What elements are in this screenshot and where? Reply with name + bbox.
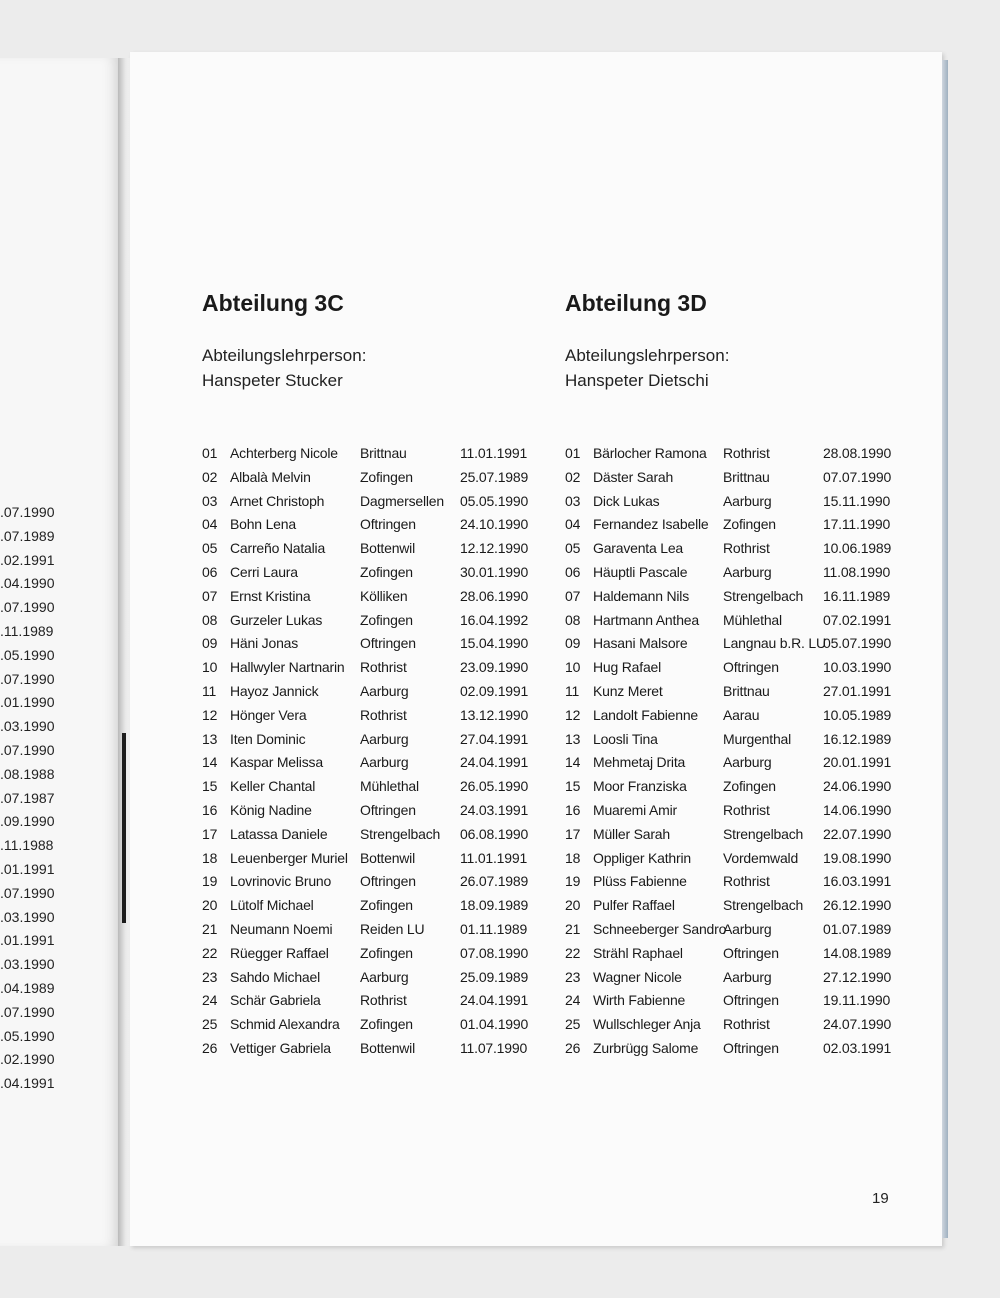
student-row — [202, 561, 532, 585]
student-name: Dick Lukas — [593, 492, 660, 509]
student-birthdate: 02.03.1991 — [823, 1040, 892, 1056]
student-birthdate: 15.04.1990 — [460, 635, 529, 652]
student-name: Schmid Alexandra — [230, 1016, 340, 1033]
student-name: Arnet Christoph — [230, 492, 325, 509]
student-town: Kölliken — [360, 587, 408, 604]
student-number: 14 — [202, 754, 218, 771]
left-page-dates — [0, 501, 55, 1096]
student-town: Bottenwil — [360, 849, 416, 866]
left-page-date: .02.1990 — [0, 1051, 55, 1068]
student-number: 25 — [202, 1016, 218, 1033]
student-town: Rothrist — [723, 802, 770, 818]
student-birthdate: 25.09.1989 — [460, 968, 529, 985]
student-birthdate: 26.05.1990 — [460, 778, 529, 795]
student-town: Aarburg — [723, 921, 772, 937]
student-name: Bärlocher Ramona — [593, 445, 707, 461]
student-name: Wagner Nicole — [593, 968, 682, 985]
student-town: Reiden LU — [360, 921, 425, 937]
student-number: 18 — [202, 849, 218, 866]
student-name: Oppliger Kathrin — [593, 849, 691, 866]
student-town: Aarau — [723, 706, 760, 723]
student-number: 06 — [565, 564, 581, 580]
student-row — [202, 966, 532, 990]
left-page-date: .07.1990 — [0, 670, 55, 687]
student-row — [565, 656, 895, 680]
student-birthdate: 26.12.1990 — [823, 897, 892, 914]
student-name: Loosli Tina — [593, 730, 658, 747]
student-town: Murgenthal — [723, 730, 792, 747]
student-number: 24 — [202, 992, 218, 1009]
student-town: Zofingen — [723, 516, 776, 533]
student-town: Oftringen — [723, 992, 779, 1009]
student-birthdate: 10.03.1990 — [823, 659, 892, 676]
student-town: Aarburg — [723, 968, 772, 985]
student-name: Kaspar Melissa — [230, 754, 323, 771]
student-name: Vettiger Gabriela — [230, 1040, 331, 1056]
student-town: Rothrist — [723, 540, 770, 557]
student-birthdate: 28.06.1990 — [460, 587, 529, 604]
student-name: Hayoz Jannick — [230, 683, 319, 699]
student-birthdate: 11.01.1991 — [460, 445, 528, 461]
student-number: 12 — [202, 706, 218, 723]
student-row — [565, 537, 895, 561]
student-name: Cerri Laura — [230, 564, 298, 580]
student-number: 23 — [565, 968, 581, 985]
student-row — [202, 918, 532, 942]
student-town: Oftringen — [723, 1040, 779, 1056]
left-page-date: .03.1990 — [0, 718, 55, 735]
student-town: Oftringen — [360, 802, 416, 818]
student-name: Plüss Fabienne — [593, 873, 687, 890]
student-town: Rothrist — [723, 873, 770, 890]
student-row — [565, 870, 895, 894]
student-town: Rothrist — [723, 445, 770, 461]
student-number: 18 — [565, 849, 581, 866]
student-number: 15 — [202, 778, 218, 795]
student-name: Achterberg Nicole — [230, 445, 338, 461]
student-birthdate: 10.06.1989 — [823, 540, 892, 557]
student-birthdate: 11.07.1990 — [460, 1040, 528, 1056]
left-page-date: .11.1989 — [0, 622, 54, 639]
student-name: Haldemann Nils — [593, 587, 690, 604]
student-town: Zofingen — [723, 778, 776, 795]
student-name: Hartmann Anthea — [593, 611, 699, 628]
left-page-date: .07.1990 — [0, 741, 55, 758]
left-page-date: .05.1990 — [0, 646, 55, 663]
student-row — [565, 894, 895, 918]
student-row — [202, 680, 532, 704]
student-number: 11 — [565, 683, 580, 699]
student-birthdate: 27.04.1991 — [460, 730, 529, 747]
student-birthdate: 16.11.1989 — [823, 587, 891, 604]
student-town: Oftringen — [723, 659, 779, 676]
left-page-date: .04.1991 — [0, 1075, 55, 1092]
student-name: Carreño Natalia — [230, 540, 326, 557]
student-number: 12 — [565, 706, 581, 723]
student-town: Strengelbach — [723, 587, 804, 604]
student-birthdate: 07.02.1991 — [823, 611, 892, 628]
student-name: Mehmetaj Drita — [593, 754, 686, 771]
teacher-name: Hanspeter Dietschi — [565, 371, 709, 390]
student-number: 04 — [565, 516, 581, 533]
student-number: 26 — [202, 1040, 218, 1056]
left-page-date: .01.1991 — [0, 932, 55, 949]
student-birthdate: 24.03.1991 — [460, 802, 529, 818]
left-page-date: .01.1990 — [0, 694, 55, 711]
student-birthdate: 05.07.1990 — [823, 635, 892, 652]
student-town: Brittnau — [360, 445, 407, 461]
student-name: Strähl Raphael — [593, 944, 683, 961]
student-birthdate: 14.06.1990 — [823, 802, 892, 818]
student-number: 07 — [202, 587, 218, 604]
left-page-date: .07.1990 — [0, 1003, 55, 1020]
student-name: Muaremi Amir — [593, 802, 677, 818]
student-birthdate: 05.05.1990 — [460, 492, 529, 509]
student-row — [565, 966, 895, 990]
student-birthdate: 12.12.1990 — [460, 540, 529, 557]
student-number: 08 — [565, 611, 581, 628]
student-birthdate: 13.12.1990 — [460, 706, 529, 723]
student-number: 15 — [565, 778, 581, 795]
student-row — [202, 775, 532, 799]
student-number: 09 — [565, 635, 581, 652]
student-row — [565, 490, 895, 514]
student-number: 05 — [202, 540, 218, 557]
student-row — [565, 847, 895, 871]
student-name: Hug Rafael — [593, 659, 662, 676]
student-town: Aarburg — [723, 564, 772, 580]
student-name: Garaventa Lea — [593, 540, 684, 557]
student-name: Rüegger Raffael — [230, 944, 329, 961]
student-number: 05 — [565, 540, 581, 557]
student-number: 19 — [202, 873, 218, 890]
left-page-date: .03.1990 — [0, 956, 55, 973]
student-row — [202, 1037, 532, 1061]
student-row — [565, 632, 895, 656]
left-page-date: .11.1988 — [0, 837, 54, 854]
student-birthdate: 07.08.1990 — [460, 944, 529, 961]
student-name: Latassa Daniele — [230, 825, 328, 842]
student-birthdate: 16.04.1992 — [460, 611, 529, 628]
student-number: 19 — [565, 873, 581, 890]
student-birthdate: 18.09.1989 — [460, 897, 529, 914]
student-name: Hasani Malsore — [593, 635, 688, 652]
student-birthdate: 22.07.1990 — [823, 825, 892, 842]
student-name: Neumann Noemi — [230, 921, 333, 937]
student-number: 25 — [565, 1016, 581, 1033]
student-row — [565, 823, 895, 847]
teacher-label: Abteilungslehrperson: — [202, 346, 367, 365]
student-name: Hönger Vera — [230, 706, 307, 723]
student-birthdate: 16.12.1989 — [823, 730, 892, 747]
student-town: Bottenwil — [360, 1040, 416, 1056]
student-row — [202, 585, 532, 609]
student-birthdate: 20.01.1991 — [823, 754, 892, 771]
teacher-label: Abteilungslehrperson: — [565, 346, 730, 365]
student-number: 22 — [202, 944, 218, 961]
student-number: 10 — [202, 659, 218, 676]
student-name: Sahdo Michael — [230, 968, 321, 985]
student-birthdate: 27.01.1991 — [823, 683, 892, 699]
student-row — [202, 609, 532, 633]
student-row — [202, 870, 532, 894]
student-town: Mühlethal — [723, 611, 782, 628]
student-name: Iten Dominic — [230, 730, 306, 747]
student-name: Pulfer Raffael — [593, 897, 675, 914]
student-number: 20 — [202, 897, 218, 914]
student-row — [202, 894, 532, 918]
student-town: Vordemwald — [723, 849, 799, 866]
student-number: 01 — [565, 445, 581, 461]
student-number: 16 — [565, 802, 581, 818]
student-town: Aarburg — [360, 968, 409, 985]
left-page-date: .03.1990 — [0, 908, 55, 925]
student-birthdate: 24.04.1991 — [460, 754, 529, 771]
student-birthdate: 17.11.1990 — [823, 516, 891, 533]
left-page-date: .01.1991 — [0, 860, 55, 877]
student-town: Rothrist — [723, 1016, 770, 1033]
left-page-date: .07.1990 — [0, 884, 55, 901]
student-birthdate: 23.09.1990 — [460, 659, 529, 676]
student-town: Strengelbach — [360, 825, 441, 842]
student-row — [565, 989, 895, 1013]
student-row — [565, 704, 895, 728]
student-row — [202, 942, 532, 966]
student-row — [202, 704, 532, 728]
student-town: Rothrist — [360, 706, 407, 723]
left-page-date: .07.1987 — [0, 789, 55, 806]
student-town: Brittnau — [723, 683, 770, 699]
student-town: Aarburg — [360, 730, 409, 747]
student-birthdate: 11.01.1991 — [460, 849, 528, 866]
student-town: Strengelbach — [723, 897, 804, 914]
student-birthdate: 07.07.1990 — [823, 468, 892, 485]
student-row — [565, 585, 895, 609]
left-page-date: .04.1989 — [0, 979, 55, 996]
student-number: 26 — [565, 1040, 581, 1056]
student-row — [202, 823, 532, 847]
student-number: 22 — [565, 944, 581, 961]
student-town: Rothrist — [360, 659, 407, 676]
student-town: Zofingen — [360, 611, 413, 628]
student-town: Zofingen — [360, 897, 413, 914]
student-name: Fernandez Isabelle — [593, 516, 709, 533]
teacher-name: Hanspeter Stucker — [202, 371, 343, 390]
right-page — [130, 52, 942, 1246]
left-page-date: .07.1990 — [0, 504, 55, 520]
student-birthdate: 10.05.1989 — [823, 706, 892, 723]
student-town: Bottenwil — [360, 540, 416, 557]
student-birthdate: 06.08.1990 — [460, 825, 529, 842]
student-name: Häuptli Pascale — [593, 564, 688, 580]
student-number: 08 — [202, 611, 218, 628]
student-row — [202, 490, 532, 514]
student-name: Lovrinovic Bruno — [230, 873, 332, 890]
student-birthdate: 19.11.1990 — [823, 992, 891, 1009]
student-town: Oftringen — [360, 516, 416, 533]
student-row — [565, 442, 895, 466]
student-number: 09 — [202, 635, 218, 652]
student-town: Zofingen — [360, 564, 413, 580]
student-birthdate: 30.01.1990 — [460, 564, 529, 580]
student-row — [565, 799, 895, 823]
student-number: 24 — [565, 992, 581, 1009]
student-name: König Nadine — [230, 802, 312, 818]
student-birthdate: 14.08.1989 — [823, 944, 892, 961]
student-row — [565, 561, 895, 585]
student-row — [202, 751, 532, 775]
student-birthdate: 19.08.1990 — [823, 849, 892, 866]
student-birthdate: 15.11.1990 — [823, 492, 891, 509]
student-birthdate: 24.04.1991 — [460, 992, 529, 1009]
student-birthdate: 24.07.1990 — [823, 1016, 892, 1033]
spine-mark — [122, 733, 126, 923]
student-town: Aarburg — [360, 754, 409, 771]
section-title: Abteilung 3D — [565, 290, 707, 316]
student-row — [202, 1013, 532, 1037]
student-name: Albalà Melvin — [230, 468, 311, 485]
student-number: 14 — [565, 754, 581, 771]
student-birthdate: 25.07.1989 — [460, 468, 529, 485]
student-number: 16 — [202, 802, 218, 818]
student-name: Keller Chantal — [230, 778, 316, 795]
student-row — [202, 442, 532, 466]
student-birthdate: 11.08.1990 — [823, 564, 891, 580]
student-number: 07 — [565, 587, 581, 604]
student-name: Häni Jonas — [230, 635, 299, 652]
student-birthdate: 24.10.1990 — [460, 516, 529, 533]
student-number: 23 — [202, 968, 218, 985]
student-row — [565, 775, 895, 799]
student-name: Ernst Kristina — [230, 587, 311, 604]
student-number: 06 — [202, 564, 218, 580]
student-birthdate: 26.07.1989 — [460, 873, 529, 890]
student-name: Gurzeler Lukas — [230, 611, 323, 628]
student-name: Schär Gabriela — [230, 992, 321, 1009]
student-number: 17 — [565, 825, 581, 842]
student-number: 01 — [202, 445, 218, 461]
student-row — [565, 680, 895, 704]
left-page-date: .07.1990 — [0, 599, 55, 616]
student-name: Wirth Fabienne — [593, 992, 686, 1009]
student-birthdate: 01.04.1990 — [460, 1016, 529, 1033]
student-number: 20 — [565, 897, 581, 914]
student-number: 02 — [565, 468, 581, 485]
student-name: Landolt Fabienne — [593, 706, 698, 723]
student-row — [202, 537, 532, 561]
student-number: 03 — [565, 492, 581, 509]
left-page-date: .08.1988 — [0, 765, 55, 782]
student-town: Aarburg — [360, 683, 409, 699]
student-row — [202, 466, 532, 490]
student-name: Wullschleger Anja — [593, 1016, 701, 1033]
student-row — [565, 513, 895, 537]
student-name: Müller Sarah — [593, 825, 670, 842]
student-number: 03 — [202, 492, 218, 509]
student-birthdate: 02.09.1991 — [460, 683, 529, 699]
student-row — [202, 728, 532, 752]
student-town: Zofingen — [360, 944, 413, 961]
student-row — [565, 942, 895, 966]
student-name: Kunz Meret — [593, 683, 663, 699]
student-town: Zofingen — [360, 1016, 413, 1033]
student-row — [202, 799, 532, 823]
student-name: Zurbrügg Salome — [593, 1040, 699, 1056]
student-number: 13 — [202, 730, 218, 747]
student-number: 17 — [202, 825, 218, 842]
student-birthdate: 28.08.1990 — [823, 445, 892, 461]
student-row — [202, 513, 532, 537]
student-town: Oftringen — [723, 944, 779, 961]
student-town: Rothrist — [360, 992, 407, 1009]
student-row — [202, 847, 532, 871]
student-town: Langnau b.R. LU — [723, 635, 826, 652]
page-edge — [942, 60, 948, 1238]
student-name: Moor Franziska — [593, 778, 687, 795]
student-number: 21 — [202, 921, 218, 937]
student-number: 04 — [202, 516, 218, 533]
student-name: Däster Sarah — [593, 468, 674, 485]
student-town: Zofingen — [360, 468, 413, 485]
student-row — [202, 632, 532, 656]
student-number: 11 — [202, 683, 217, 699]
student-row — [565, 728, 895, 752]
student-name: Leuenberger Muriel — [230, 849, 348, 866]
student-number: 10 — [565, 659, 581, 676]
left-page-date: .05.1990 — [0, 1027, 55, 1044]
student-birthdate: 27.12.1990 — [823, 968, 892, 985]
student-birthdate: 01.11.1989 — [460, 921, 528, 937]
left-page-date: .02.1991 — [0, 551, 55, 568]
section-title: Abteilung 3C — [202, 290, 344, 316]
student-row — [565, 1037, 895, 1061]
student-row — [565, 751, 895, 775]
student-town: Brittnau — [723, 468, 770, 485]
student-town: Oftringen — [360, 873, 416, 890]
student-town: Strengelbach — [723, 825, 804, 842]
student-town: Mühlethal — [360, 778, 419, 795]
left-page-fragment — [0, 58, 118, 1246]
student-town: Aarburg — [723, 754, 772, 771]
student-town: Dagmersellen — [360, 492, 444, 509]
student-name: Bohn Lena — [230, 516, 296, 533]
student-town: Aarburg — [723, 492, 772, 509]
student-number: 21 — [565, 921, 581, 937]
student-name: Hallwyler Nartnarin — [230, 659, 345, 676]
student-birthdate: 24.06.1990 — [823, 778, 892, 795]
student-name: Lütolf Michael — [230, 897, 314, 914]
student-row — [565, 466, 895, 490]
student-row — [565, 1013, 895, 1037]
book-gutter — [118, 58, 130, 1246]
left-page-date: .07.1989 — [0, 527, 55, 544]
student-name: Schneeberger Sandro — [593, 921, 727, 937]
student-row — [565, 609, 895, 633]
student-number: 13 — [565, 730, 581, 747]
student-town: Oftringen — [360, 635, 416, 652]
student-row — [565, 918, 895, 942]
student-row — [202, 656, 532, 680]
left-page-date: .04.1990 — [0, 575, 55, 592]
page-number: 19 — [872, 1190, 889, 1207]
student-number: 02 — [202, 468, 218, 485]
student-birthdate: 01.07.1989 — [823, 921, 892, 937]
left-page-date: .09.1990 — [0, 813, 55, 830]
student-row — [202, 989, 532, 1013]
student-birthdate: 16.03.1991 — [823, 873, 892, 890]
